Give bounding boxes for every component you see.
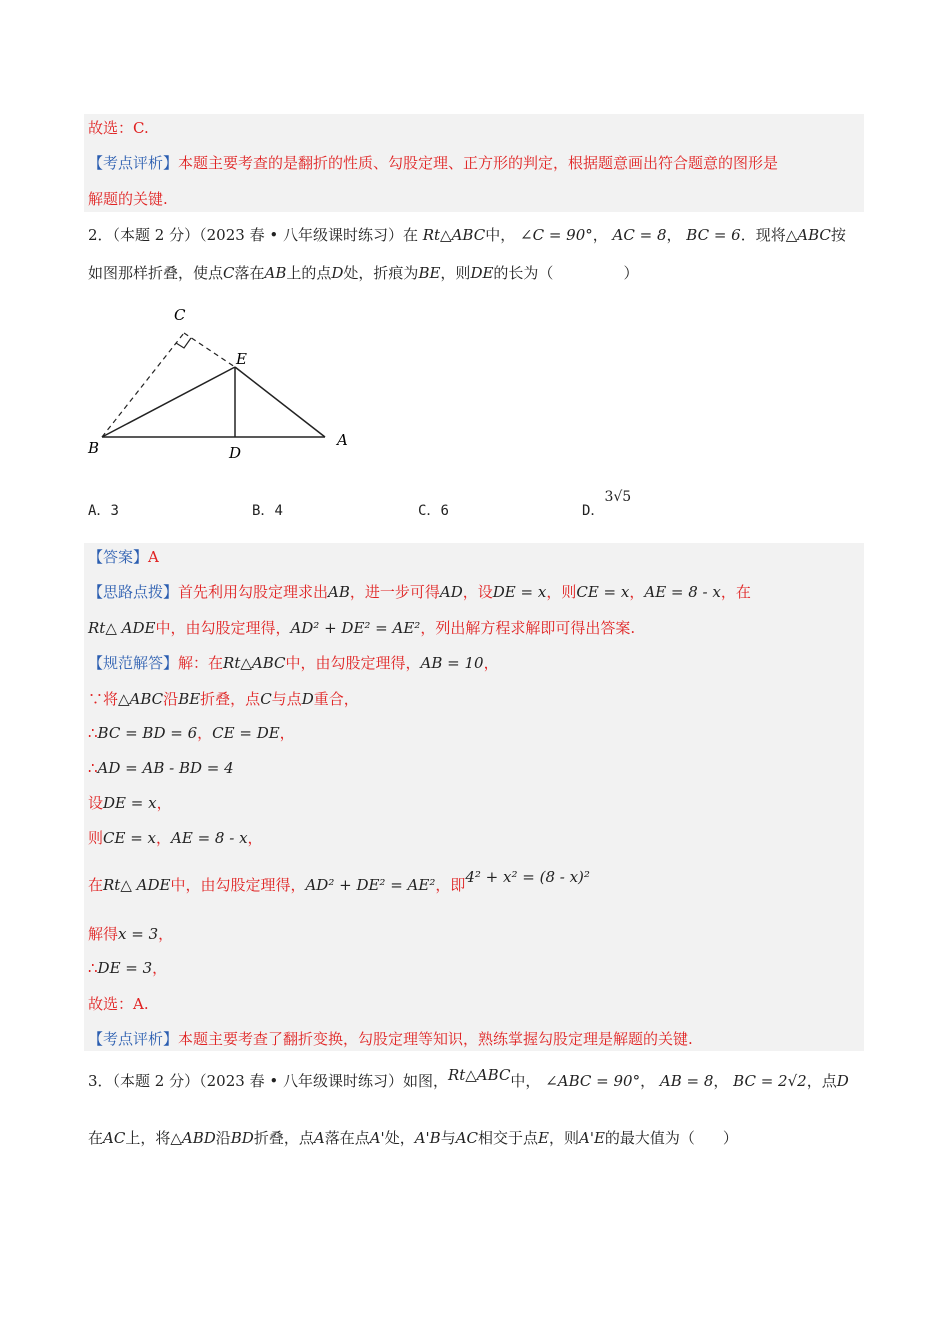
q3-text: 处，: [384, 1129, 415, 1147]
label-c: C: [174, 306, 186, 324]
sol-line-10: 故选：A.: [88, 995, 149, 1013]
hint-text: ，设: [462, 583, 493, 601]
fold-line-bc: [102, 333, 184, 437]
q3-text: 与: [440, 1129, 456, 1147]
q2-point-d: D: [331, 264, 344, 282]
sol-text: ∵将: [88, 690, 119, 708]
q3-text: 相交于点: [478, 1129, 539, 1147]
sol-de-value: DE = 3: [97, 959, 153, 977]
label-b: B: [88, 439, 100, 457]
hint-text: 首先利用勾股定理求出: [178, 583, 329, 601]
sol-line-9: [88, 957, 167, 979]
segment-ea: [235, 367, 325, 437]
sol-point-d: D: [301, 690, 314, 708]
q3-text: 在: [88, 1129, 104, 1147]
q3-rt-abc: Rt△ABC: [447, 1066, 511, 1084]
q3-mid: 中，: [510, 1072, 541, 1090]
sol-text: ，: [197, 724, 213, 742]
sol-line-8: [88, 923, 173, 945]
q2-stem-line-2: [88, 262, 638, 284]
sol-point-c: C: [260, 690, 272, 708]
q3-bc: BC = 2√2: [733, 1072, 807, 1090]
sol-line-7: [88, 868, 590, 896]
sol-review-line: [88, 1028, 693, 1050]
q2-angle-c: ∠C = 90°: [520, 226, 593, 244]
sol-text: ，: [247, 829, 263, 847]
hint-ce-x: CE = x: [576, 583, 630, 601]
q3-header: 3．（本题 2 分）（2023 春 • 八年级课时练习）如图，: [88, 1072, 448, 1090]
option-a-value: 3: [110, 503, 119, 519]
sol-text: ∴: [88, 759, 98, 777]
sol-text: ，: [279, 724, 295, 742]
sol-text: ，即: [435, 876, 466, 894]
fold-line-ce: [184, 333, 235, 367]
q2-text: 落在: [234, 264, 265, 282]
q2-point-c: C: [223, 264, 235, 282]
sol-line-5: [88, 792, 172, 814]
hint-text: ，: [629, 583, 645, 601]
q3-ab: AB = 8: [659, 1072, 714, 1090]
q1-review-line-1: [88, 152, 778, 174]
hint-ad: AD: [439, 583, 463, 601]
q1-review-text-1: 本题主要考查的是翻折的性质、勾股定理、正方形的判定，根据题意画出符合题意的图形是: [178, 154, 779, 172]
q3-text: ，则: [548, 1129, 579, 1147]
q2-rt-abc: Rt△ABC: [422, 226, 486, 244]
q3-point-a: A: [313, 1129, 325, 1147]
q1-choice: 故选：C.: [88, 119, 149, 137]
q2-text: ）: [623, 264, 639, 282]
sol-ae: AE = 8 - x: [171, 829, 248, 847]
hint-ab: AB: [328, 583, 350, 601]
sol-equation: 4² + x² = (8 - x)²: [465, 868, 590, 886]
q3-tail: ，点: [806, 1072, 837, 1090]
hint-ae: AE = 8 - x: [644, 583, 721, 601]
option-d[interactable]: [582, 489, 632, 520]
sol-text: 设: [88, 794, 104, 812]
sol-ad: AD = AB - BD = 4: [97, 759, 234, 777]
q2-an: 按: [830, 226, 846, 244]
q2-header: 2．（本题 2 分）（2023 春 • 八年级课时练习）在: [88, 226, 418, 244]
sol-ab: AB = 10: [420, 654, 484, 672]
q3-a1b: A'B: [414, 1129, 441, 1147]
option-a[interactable]: [88, 500, 119, 520]
q3-point-d: D: [836, 1072, 849, 1090]
answer-line: [88, 546, 159, 568]
sol-text: 则: [88, 829, 104, 847]
option-b[interactable]: [252, 500, 283, 520]
q2-text: 上的点: [286, 264, 332, 282]
sol-text: ，: [158, 925, 174, 943]
q2-text: 处，折痕为: [343, 264, 419, 282]
sol-text: 解得: [88, 925, 119, 943]
hint-tag: 【思路点拨】: [88, 583, 179, 601]
q2-ab: AB: [264, 264, 287, 282]
sol-text: 沿: [163, 690, 179, 708]
q2-de: DE: [470, 264, 494, 282]
sol-line-3: [88, 722, 295, 744]
sol-be: BE: [178, 690, 201, 708]
sol-text: 折叠，点: [200, 690, 261, 708]
sol-x-value: x = 3: [118, 925, 159, 943]
sol-line-1: [88, 652, 499, 674]
sol-rt-ade: Rt△ ADE: [103, 876, 171, 894]
answer-value: A: [148, 548, 159, 566]
q2-mid: 中，: [485, 226, 516, 244]
sol-ce-x: CE = x: [103, 829, 157, 847]
hint-text: ，进一步可得: [349, 583, 440, 601]
hint-line-1: [88, 581, 751, 603]
q3-point-a1: A': [369, 1129, 385, 1147]
segment-be: [102, 367, 235, 437]
q2-tri-abc: △ABC: [785, 226, 831, 244]
sol-line-6: [88, 827, 263, 849]
label-d: D: [229, 444, 242, 462]
sol-bc-bd: BC = BD = 6: [97, 724, 198, 742]
q3-text: 落在点: [324, 1129, 370, 1147]
q3-text: 沿: [215, 1129, 231, 1147]
q3-text: 上，将△: [125, 1129, 182, 1147]
option-b-key: B．: [252, 503, 275, 519]
option-d-key: D．: [582, 503, 605, 519]
sol-rt-abc: Rt△ABC: [223, 654, 286, 672]
q2-text: ，则: [440, 264, 471, 282]
sol-de-x: DE = x: [103, 794, 157, 812]
sol-text: ，: [152, 959, 168, 977]
sol-text: 解：在: [178, 654, 224, 672]
sol-line-2: [88, 688, 359, 710]
q2-text: 的长为（: [493, 264, 554, 282]
q2-be: BE: [418, 264, 441, 282]
q3-text: ）: [722, 1129, 738, 1147]
sol-ce-de: CE = DE: [212, 724, 280, 742]
option-c-value: 6: [440, 503, 449, 519]
q3-point-e: E: [538, 1129, 549, 1147]
option-a-key: A．: [88, 503, 111, 519]
q1-review-tag: 【考点评析】: [88, 154, 179, 172]
q3-a1e: A'E: [579, 1129, 605, 1147]
q3-stem-line-1: 3．（本题 2 分）（2023 春 • 八年级课时练习）如图，Rt△ABC中， ∠ABC = 90°， AB = 8， BC = 2√2，点D: [88, 1066, 849, 1090]
q1-review-line-2: 解题的关键.: [88, 190, 168, 208]
q2-triangle-figure: [80, 300, 370, 470]
hint-text: 中，由勾股定理得，: [155, 619, 291, 637]
sol-text: 重合，: [313, 690, 359, 708]
q3-angle: ∠ABC = 90°: [545, 1072, 641, 1090]
sol-line-4: [88, 757, 234, 779]
sol-pythag: AD² + DE² = AE²: [305, 876, 436, 894]
sol-text: 中，由勾股定理得，: [170, 876, 306, 894]
q3-ac: AC: [103, 1129, 126, 1147]
sol-review-text: 本题主要考查了翻折变换，勾股定理等知识，熟练掌握勾股定理是解题的关键.: [178, 1030, 693, 1048]
q2-text: 如图那样折叠，使点: [88, 264, 224, 282]
answer-tag: 【答案】: [88, 548, 149, 566]
q2-tail: ．现将: [740, 226, 786, 244]
sol-tag: 【规范解答】: [88, 654, 179, 672]
right-angle-mark: [176, 338, 191, 348]
sol-text: ，: [156, 794, 172, 812]
q2-bc: BC = 6: [686, 226, 741, 244]
q3-ac2: AC: [455, 1129, 479, 1147]
q3-text: 的最大值为（: [604, 1129, 695, 1147]
q3-abd: ABD: [181, 1129, 216, 1147]
sol-text: ，: [483, 654, 499, 672]
q3-stem-line-2: [88, 1127, 738, 1149]
q3-bd: BD: [230, 1129, 254, 1147]
sol-text: ∴: [88, 959, 98, 977]
hint-text: ，则: [546, 583, 577, 601]
hint-text: ，在: [720, 583, 751, 601]
sol-text: 在: [88, 876, 104, 894]
sol-text: ∴: [88, 724, 98, 742]
option-d-value: 3√5: [604, 489, 632, 505]
hint-de-x: DE = x: [492, 583, 547, 601]
q2-ac: AC = 8: [612, 226, 667, 244]
hint-rt-ade: Rt△ ADE: [88, 619, 156, 637]
sol-text: ，: [156, 829, 172, 847]
hint-line-2: [88, 617, 635, 639]
hint-pythag: AD² + DE² = AE²: [290, 619, 421, 637]
option-b-value: 4: [274, 503, 283, 519]
hint-text: ，列出解方程求解即可得出答案.: [420, 619, 636, 637]
sol-text: 与点: [271, 690, 302, 708]
sol-tri-abc: △ABC: [118, 690, 164, 708]
label-a: A: [337, 431, 348, 449]
sol-text: 中，由勾股定理得，: [285, 654, 421, 672]
q3-text: 折叠，点: [253, 1129, 314, 1147]
label-e: E: [236, 350, 247, 368]
sol-review-tag: 【考点评析】: [88, 1030, 179, 1048]
option-c[interactable]: [418, 500, 449, 520]
option-c-key: C．: [418, 503, 441, 519]
q2-stem-line-1: 2．（本题 2 分）（2023 春 • 八年级课时练习）在 Rt△ABC中， ∠C = 90°， AC = 8， BC = 6．现将△ABC按: [88, 226, 846, 244]
